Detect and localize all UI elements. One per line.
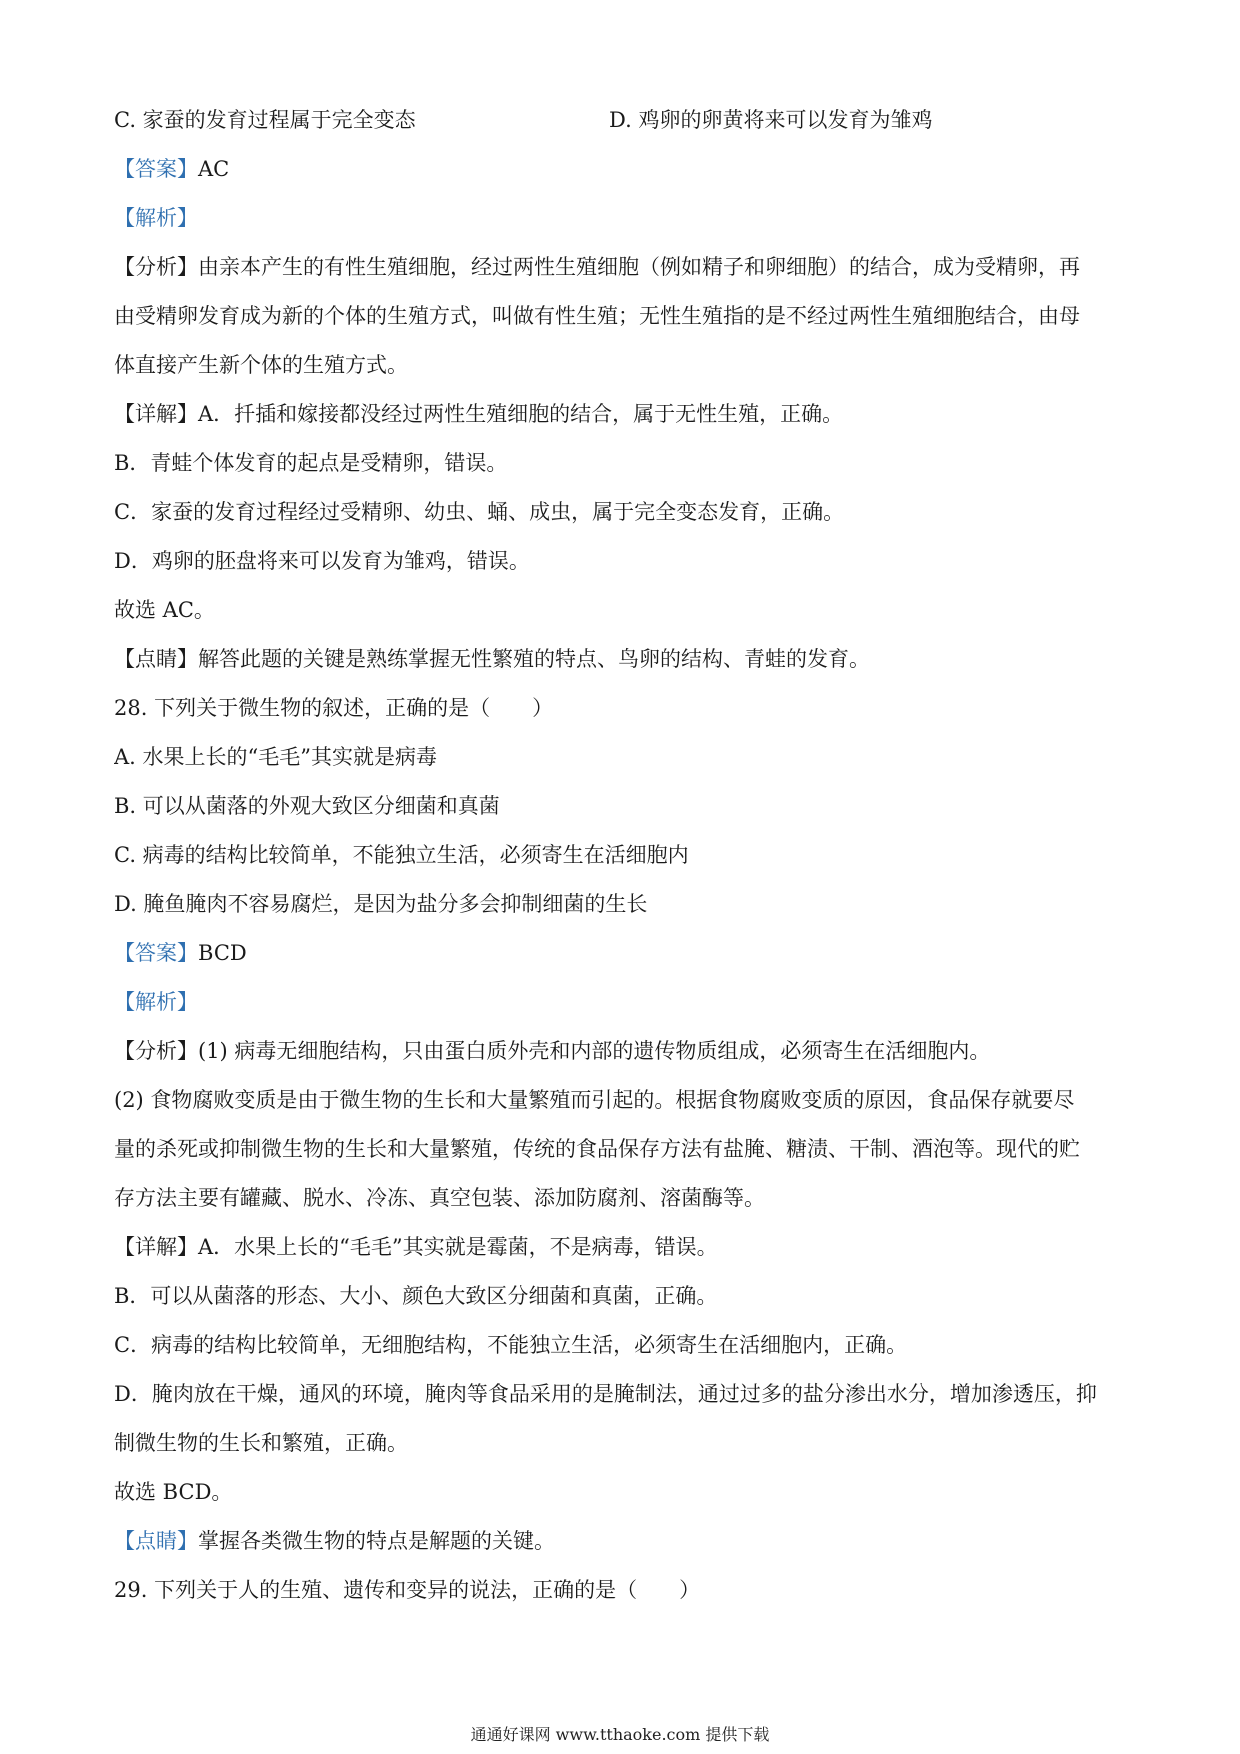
- analysis-header-q28: [114, 978, 1134, 1027]
- xiangjie-line-2-q28: B．可以从菌落的形态、大小、颜色大致区分细菌和真菌，正确。: [114, 1284, 718, 1308]
- fenxi-text: (1) 病毒无细胞结构，只由蛋白质外壳和内部的遗传物质组成，必须寄生在活细胞内。: [198, 1039, 991, 1063]
- xiangjie-line-4-q28: D．腌肉放在干燥，通风的环境，腌肉等食品采用的是腌制法，通过过多的盐分渗出水分，增加渗透压，抑: [114, 1382, 1097, 1406]
- option-c: C. 家蚕的发育过程属于完全变态: [114, 108, 416, 132]
- q28-option-c: C. 病毒的结构比较简单，不能独立生活，必须寄生在活细胞内: [114, 843, 689, 867]
- dianjing-tag: 【点睛】: [114, 647, 198, 671]
- xiangjie-text: A．水果上长的“毛毛”其实就是霉菌，不是病毒，错误。: [198, 1235, 718, 1259]
- fenxi-line-3-q27: 体直接产生新个体的生殖方式。: [114, 353, 408, 377]
- xiangjie-line-4-q27: D．鸡卵的胚盘将来可以发育为雏鸡，错误。: [114, 549, 530, 573]
- analysis-header-q27: [114, 194, 1134, 243]
- conclusion-q27: 故选 AC。: [114, 598, 215, 622]
- xiangjie-text: A．扦插和嫁接都没经过两性生殖细胞的结合，属于无性生殖，正确。: [198, 402, 844, 426]
- fenxi-line-1-q27: [114, 243, 1134, 292]
- question-28: 28. 下列关于微生物的叙述，正确的是（ ）: [114, 696, 554, 720]
- answer-value: BCD: [198, 941, 247, 965]
- xiangjie-line-1-q27: [114, 390, 1134, 439]
- fenxi-line-3-q28: 量的杀死或抑制微生物的生长和大量繁殖，传统的食品保存方法有盐腌、糖渍、干制、酒泡等。现代的贮: [114, 1137, 1080, 1161]
- fenxi-text: 由亲本产生的有性生殖细胞，经过两性生殖细胞（例如精子和卵细胞）的结合，成为受精卵，再: [198, 255, 1080, 279]
- question-29: 29. 下列关于人的生殖、遗传和变异的说法，正确的是（ ）: [114, 1578, 701, 1602]
- dianjing-text: 解答此题的关键是熟练掌握无性繁殖的特点、鸟卵的结构、青蛙的发育。: [198, 647, 870, 671]
- dianjing-tag: 【点睛】: [114, 1529, 198, 1553]
- document-page: [114, 96, 1134, 1615]
- fenxi-line-2-q28: (2) 食物腐败变质是由于微生物的生长和大量繁殖而引起的。根据食物腐败变质的原因，食品保存就要尽: [114, 1088, 1075, 1112]
- answer-tag: 【答案】: [114, 941, 198, 965]
- dianjing-line-q28: [114, 1517, 1134, 1566]
- fenxi-tag: 【分析】: [114, 1039, 198, 1063]
- conclusion-q28: 故选 BCD。: [114, 1480, 233, 1504]
- xiangjie-line-3-q27: C．家蚕的发育过程经过受精卵、幼虫、蛹、成虫，属于完全变态发育，正确。: [114, 500, 845, 524]
- answer-tag: 【答案】: [114, 157, 198, 181]
- dianjing-text: 掌握各类微生物的特点是解题的关键。: [198, 1529, 555, 1553]
- fenxi-line-2-q27: 由受精卵发育成为新的个体的生殖方式，叫做有性生殖；无性生殖指的是不经过两性生殖细胞结合，由母: [114, 304, 1080, 328]
- prev-question-options: [114, 96, 1134, 145]
- xiangjie-tag: 【详解】: [114, 402, 198, 426]
- q28-option-d: D. 腌鱼腌肉不容易腐烂，是因为盐分多会抑制细菌的生长: [114, 892, 648, 916]
- answer-value: AC: [198, 157, 230, 181]
- analysis-tag: 【解析】: [114, 206, 198, 230]
- fenxi-line-4-q28: 存方法主要有罐藏、脱水、冷冻、真空包装、添加防腐剂、溶菌酶等。: [114, 1186, 765, 1210]
- q28-option-a: A. 水果上长的“毛毛”其实就是病毒: [114, 745, 437, 769]
- answer-line-q27: [114, 145, 1134, 194]
- q28-option-b: B. 可以从菌落的外观大致区分细菌和真菌: [114, 794, 500, 818]
- xiangjie-line-3-q28: C．病毒的结构比较简单，无细胞结构，不能独立生活，必须寄生在活细胞内，正确。: [114, 1333, 908, 1357]
- answer-line-q28: [114, 929, 1134, 978]
- fenxi-tag: 【分析】: [114, 255, 198, 279]
- page-footer: 通通好课网 www.tthaoke.com 提供下载: [470, 1725, 770, 1744]
- xiangjie-line-5-q28: 制微生物的生长和繁殖，正确。: [114, 1431, 408, 1455]
- fenxi-line-1-q28: [114, 1027, 1134, 1076]
- option-d: D. 鸡卵的卵黄将来可以发育为雏鸡: [609, 108, 933, 132]
- dianjing-line-q27: [114, 635, 1134, 684]
- xiangjie-line-2-q27: B．青蛙个体发育的起点是受精卵，错误。: [114, 451, 508, 475]
- xiangjie-tag: 【详解】: [114, 1235, 198, 1259]
- analysis-tag: 【解析】: [114, 990, 198, 1014]
- xiangjie-line-1-q28: [114, 1223, 1134, 1272]
